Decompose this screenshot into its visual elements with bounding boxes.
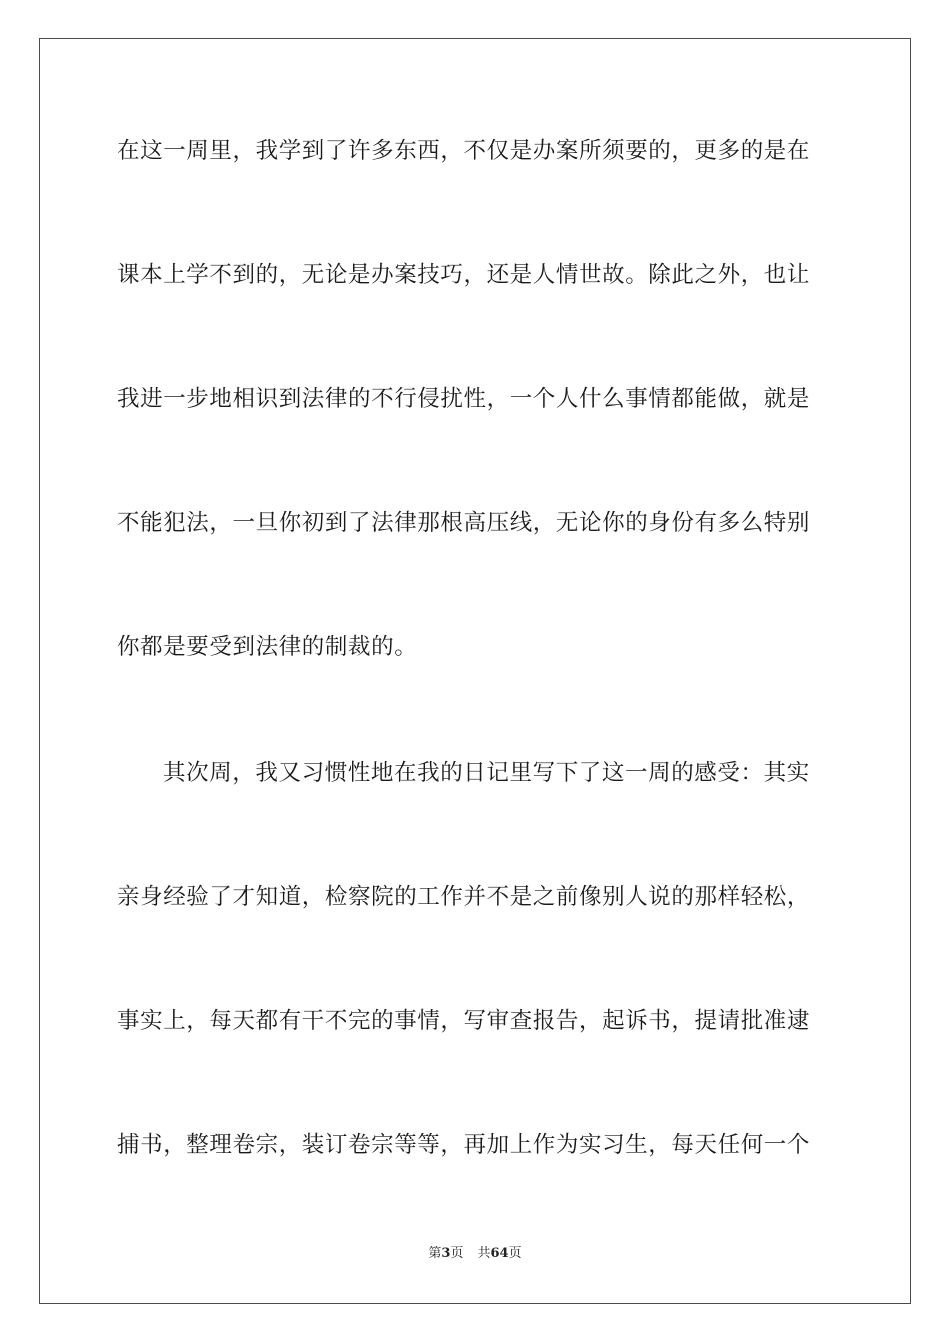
body-line-7: 亲身经验了才知道，检察院的工作并不是之前像别人说的那样轻松， xyxy=(117,884,811,910)
total-prefix: 共 xyxy=(477,1246,491,1261)
body-line-8: 事实上，每天都有干不完的事情，写审查报告，起诉书，提请批准逮 xyxy=(117,1008,811,1034)
body-line-4: 不能犯法，一旦你初到了法律那根高压线，无论你的身份有多么特别 xyxy=(117,510,811,536)
page-suffix: 页 xyxy=(450,1246,464,1261)
body-line-5: 你都是要受到法律的制裁的。 xyxy=(117,634,418,660)
body-line-9: 捕书，整理卷宗，装订卷宗等等，再加上作为实习生，每天任何一个 xyxy=(117,1132,811,1158)
page-prefix: 第 xyxy=(428,1246,442,1261)
body-line-6: 其次周，我又习惯性地在我的日记里写下了这一周的感受：其实 xyxy=(163,760,810,786)
total-pages: 64 xyxy=(490,1246,509,1261)
body-line-2: 课本上学不到的，无论是办案技巧，还是人情世故。除此之外，也让 xyxy=(117,262,811,288)
page-border xyxy=(39,38,911,1304)
page-number: 3 xyxy=(441,1246,451,1261)
total-suffix: 页 xyxy=(508,1246,522,1261)
body-line-1: 在这一周里，我学到了许多东西，不仅是办案所须要的，更多的是在 xyxy=(117,138,811,164)
body-line-3: 我进一步地相识到法律的不行侵扰性，一个人什么事情都能做，就是 xyxy=(117,386,811,412)
page-footer xyxy=(0,1245,950,1263)
